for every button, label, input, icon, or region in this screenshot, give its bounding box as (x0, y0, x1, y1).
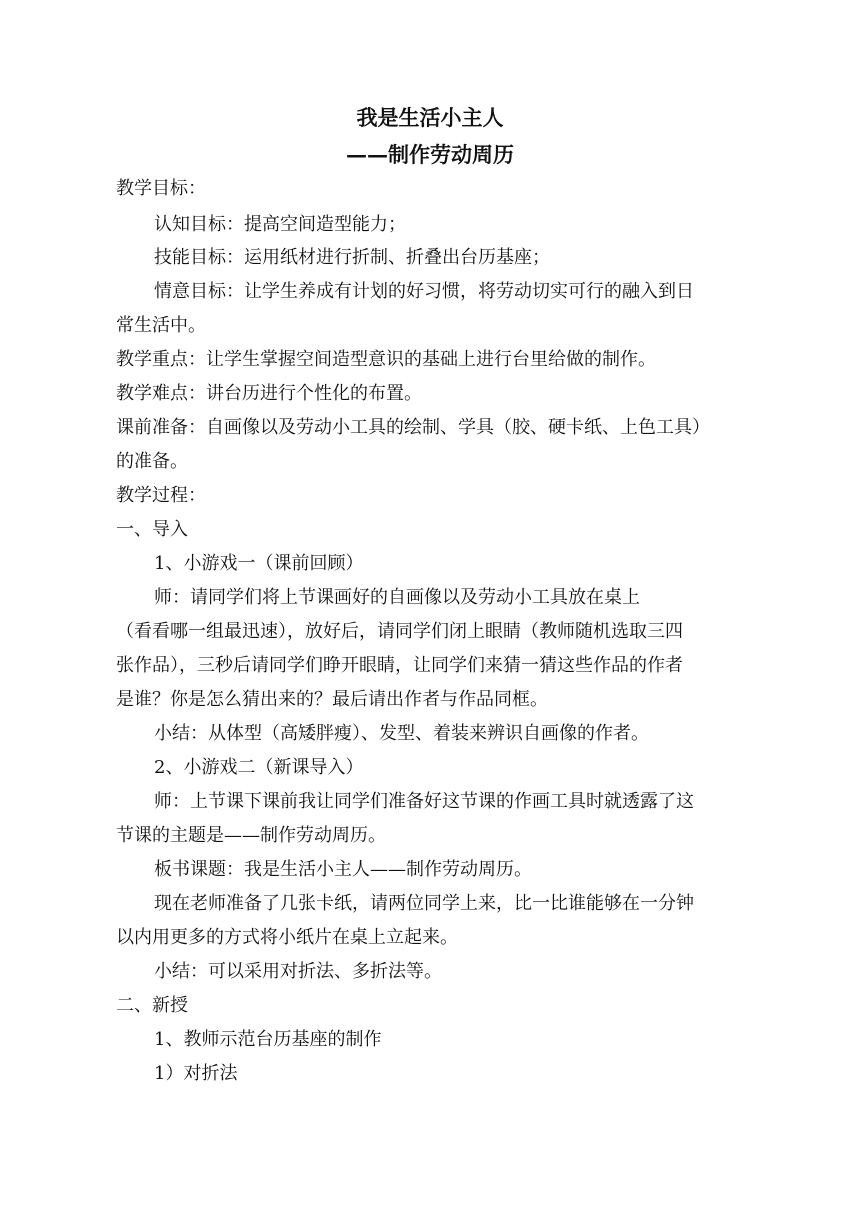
body-line: 小结：可以采用对折法、多折法等。 (154, 961, 442, 982)
document-subtitle: ——制作劳动周历 (346, 142, 514, 167)
body-line: 1、教师示范台历基座的制作 (154, 1029, 382, 1050)
body-line: 现在老师准备了几张卡纸，请两位同学上来，比一比谁能够在一分钟 (154, 893, 694, 914)
section-heading: 二、新授 (116, 995, 188, 1016)
document-title: 我是生活小主人 (356, 105, 504, 130)
body-line: 节课的主题是——制作劳动周历。 (116, 825, 386, 846)
body-line: 张作品），三秒后请同学们睁开眼睛，让同学们来猜一猜这些作品的作者 (116, 655, 683, 676)
body-line: 教学重点：让学生掌握空间造型意识的基础上进行台里给做的制作。 (116, 349, 656, 370)
body-line: 教学目标： (116, 178, 206, 199)
body-line: （看看哪一组最迅速），放好后，请同学们闭上眼睛（教师随机选取三四 (116, 621, 683, 642)
body-line: 以内用更多的方式将小纸片在桌上立起来。 (116, 927, 458, 948)
body-line: 的准备。 (116, 451, 188, 472)
section-heading: 一、导入 (116, 519, 188, 540)
body-line: 情意目标：让学生养成有计划的好习惯，将劳动切实可行的融入到日 (154, 281, 694, 302)
body-line: 师：请同学们将上节课画好的自画像以及劳动小工具放在桌上 (154, 587, 640, 608)
body-line: 小结：从体型（高矮胖瘦）、发型、着装来辨识自画像的作者。 (154, 723, 649, 744)
body-line: 是谁？你是怎么猜出来的？最后请出作者与作品同框。 (116, 689, 548, 710)
body-line: 教学难点：讲台历进行个性化的布置。 (116, 383, 422, 404)
body-line: 课前准备：自画像以及劳动小工具的绘制、学具（胶、硬卡纸、上色工具） (116, 417, 710, 438)
body-line: 认知目标：提高空间造型能力； (154, 214, 406, 235)
body-line: 技能目标：运用纸材进行折制、折叠出台历基座； (154, 247, 550, 268)
body-line: 1）对折法 (154, 1063, 238, 1084)
body-line: 师：上节课下课前我让同学们准备好这节课的作画工具时就透露了这 (154, 791, 694, 812)
body-line: 板书课题：我是生活小主人——制作劳动周历。 (154, 859, 532, 880)
body-line: 2、小游戏二（新课导入） (154, 757, 364, 778)
body-line: 1、小游戏一（课前回顾） (154, 553, 364, 574)
body-line: 常生活中。 (116, 315, 206, 336)
body-line: 教学过程： (116, 485, 206, 506)
